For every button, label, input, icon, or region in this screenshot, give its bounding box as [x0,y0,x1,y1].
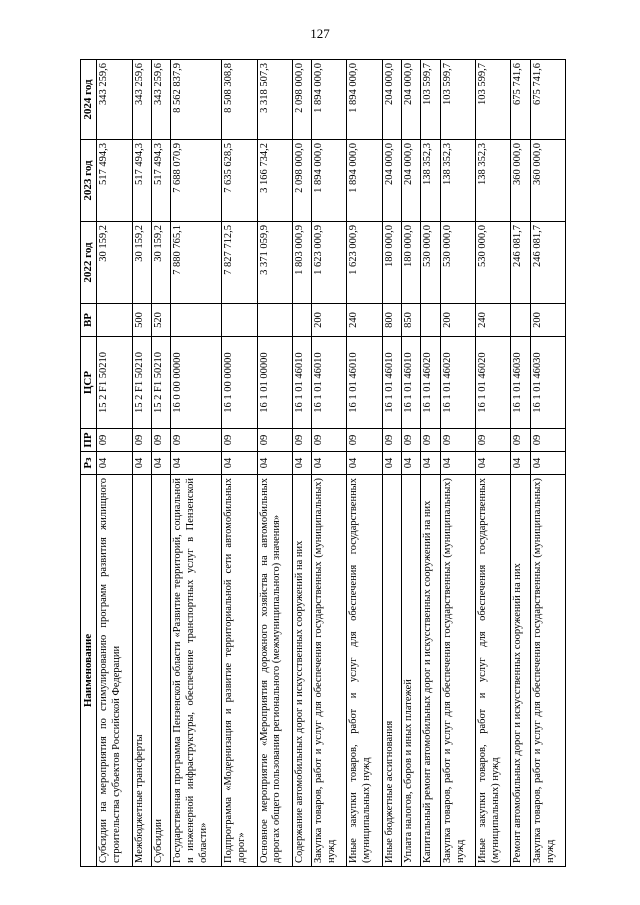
row-csr: 16 1 01 46020 [421,337,440,429]
table-body [97,60,566,867]
row-csr: 16 1 01 46030 [511,337,530,429]
table-row [440,60,475,867]
row-name: Основное мероприятие «Мероприятия дорожного хозяйства на автомобильных дорогах общего пользования регионального (межмуниципального) значения» [257,475,292,867]
row-rz: 04 [440,452,475,475]
page-number: 127 [310,26,330,41]
row-2023: 360 000,0 [530,140,565,222]
row-2023: 1 894 000,0 [347,140,382,222]
row-2022: 30 159,2 [132,222,151,304]
row-2022: 246 081,7 [530,222,565,304]
row-2024: 343 259,6 [132,60,151,140]
row-csr: 16 1 01 46010 [382,337,401,429]
row-2023: 1 894 000,0 [312,140,347,222]
row-rz: 04 [312,452,347,475]
row-vr [257,304,292,337]
row-vr [292,304,311,337]
header-pr: ПР [81,429,97,452]
table-row [171,60,222,867]
row-name: Уплата налогов, сборов и иных платежей [402,475,421,867]
row-2023: 2 098 000,0 [292,140,311,222]
row-name: Закупка товаров, работ и услуг для обеспечения государственных (муниципальных) нужд [530,475,565,867]
row-rz: 04 [292,452,311,475]
row-2023: 204 000,0 [382,140,401,222]
row-rz: 04 [421,452,440,475]
rotated-table-container [80,60,566,867]
row-2024: 1 894 000,0 [347,60,382,140]
row-rz: 04 [222,452,257,475]
row-name: Содержание автомобильных дорог и искусственных сооружений на них [292,475,311,867]
table-row [382,60,401,867]
row-pr: 09 [292,429,311,452]
table-row [402,60,421,867]
row-vr: 500 [132,304,151,337]
row-2022: 3 371 059,9 [257,222,292,304]
row-name: Ремонт автомобильных дорог и искусственных сооружений на них [511,475,530,867]
header-csr: ЦСР [81,337,97,429]
header-2022: 2022 год [81,222,97,304]
row-2022: 1 803 000,9 [292,222,311,304]
table-row [97,60,132,867]
table-row [132,60,151,867]
row-2022: 1 623 000,9 [312,222,347,304]
row-rz: 04 [511,452,530,475]
row-2023: 517 494,3 [97,140,132,222]
row-2024: 2 098 000,0 [292,60,311,140]
row-2023: 3 166 734,2 [257,140,292,222]
header-name: Наименование [81,475,97,867]
row-vr: 200 [530,304,565,337]
row-csr: 16 1 01 46010 [312,337,347,429]
row-2024: 675 741,6 [530,60,565,140]
row-2024: 675 741,6 [511,60,530,140]
row-2024: 1 894 000,0 [312,60,347,140]
row-2023: 204 000,0 [402,140,421,222]
row-vr [511,304,530,337]
row-rz: 04 [530,452,565,475]
row-vr: 850 [402,304,421,337]
row-name: Капитальный ремонт автомобильных дорог и искусственных сооружений на них [421,475,440,867]
row-name: Иные бюджетные ассигнования [382,475,401,867]
row-2022: 530 000,0 [476,222,511,304]
row-pr: 09 [382,429,401,452]
row-name: Межбюджетные трансферты [132,475,151,867]
row-2024: 343 259,6 [97,60,132,140]
row-pr: 09 [421,429,440,452]
row-2024: 204 000,0 [402,60,421,140]
row-2022: 7 827 712,5 [222,222,257,304]
row-vr [222,304,257,337]
table-row [530,60,565,867]
row-csr: 16 1 01 46020 [476,337,511,429]
header-2024: 2024 год [81,60,97,140]
row-pr: 09 [312,429,347,452]
row-name: Государственная программа Пензенской области «Развитие территорий, социальной и инженерной инфраструктуры, обеспечение транспортных услуг в Пензенской области» [171,475,222,867]
row-pr: 09 [171,429,222,452]
row-vr: 200 [440,304,475,337]
table-header-row [81,60,97,867]
row-name: Субсидии [152,475,171,867]
row-name: Подпрограмма «Модернизация и развитие территориальной сети автомобильных дорог» [222,475,257,867]
row-2022: 530 000,0 [440,222,475,304]
row-csr: 16 1 01 46010 [347,337,382,429]
row-2023: 7 688 070,9 [171,140,222,222]
row-2022: 180 000,0 [382,222,401,304]
table-row [152,60,171,867]
row-2024: 103 599,7 [476,60,511,140]
row-2023: 138 352,3 [421,140,440,222]
row-pr: 09 [97,429,132,452]
row-pr: 09 [132,429,151,452]
row-2023: 360 000,0 [511,140,530,222]
row-2022: 246 081,7 [511,222,530,304]
row-2024: 103 599,7 [421,60,440,140]
row-2023: 138 352,3 [440,140,475,222]
row-vr: 800 [382,304,401,337]
row-2022: 7 880 765,1 [171,222,222,304]
row-pr: 09 [222,429,257,452]
row-csr: 16 1 00 00000 [222,337,257,429]
row-rz: 04 [382,452,401,475]
row-2022: 180 000,0 [402,222,421,304]
row-rz: 04 [171,452,222,475]
row-rz: 04 [152,452,171,475]
table-row [292,60,311,867]
row-pr: 09 [152,429,171,452]
table-row [312,60,347,867]
row-2022: 30 159,2 [152,222,171,304]
row-csr: 16 1 01 46010 [402,337,421,429]
table-row [222,60,257,867]
row-pr: 09 [530,429,565,452]
table-row [347,60,382,867]
row-2024: 3 318 507,3 [257,60,292,140]
row-vr: 520 [152,304,171,337]
row-2022: 30 159,2 [97,222,132,304]
table-row [511,60,530,867]
row-csr: 16 1 01 46020 [440,337,475,429]
row-csr: 15 2 F1 50210 [132,337,151,429]
row-csr: 16 1 01 46010 [292,337,311,429]
row-name: Закупка товаров, работ и услуг для обеспечения государственных (муниципальных) нужд [440,475,475,867]
row-2022: 1 623 000,9 [347,222,382,304]
table-row [257,60,292,867]
row-2023: 517 494,3 [132,140,151,222]
row-name: Закупка товаров, работ и услуг для обеспечения государственных (муниципальных) нужд [312,475,347,867]
budget-table [80,59,566,867]
header-vr: ВР [81,304,97,337]
row-rz: 04 [97,452,132,475]
row-csr: 16 0 00 00000 [171,337,222,429]
row-name: Субсидии на мероприятия по стимулированию программ развития жилищного строительства субъектов Российской Федерации [97,475,132,867]
row-rz: 04 [402,452,421,475]
row-2022: 530 000,0 [421,222,440,304]
row-name: Иные закупки товаров, работ и услуг для обеспечения государственных (муниципальных) нужд [476,475,511,867]
row-vr [171,304,222,337]
row-2024: 8 508 308,8 [222,60,257,140]
row-pr: 09 [511,429,530,452]
row-2024: 103 599,7 [440,60,475,140]
row-2024: 204 000,0 [382,60,401,140]
row-2024: 343 259,6 [152,60,171,140]
row-2023: 7 635 628,5 [222,140,257,222]
table-row [476,60,511,867]
row-pr: 09 [476,429,511,452]
row-rz: 04 [347,452,382,475]
row-2023: 517 494,3 [152,140,171,222]
row-rz: 04 [132,452,151,475]
row-rz: 04 [476,452,511,475]
row-vr: 200 [312,304,347,337]
row-csr: 15 2 F1 50210 [97,337,132,429]
row-vr [97,304,132,337]
row-2024: 8 562 837,9 [171,60,222,140]
row-csr: 15 2 F1 50210 [152,337,171,429]
header-2023: 2023 год [81,140,97,222]
row-vr [421,304,440,337]
row-pr: 09 [402,429,421,452]
row-vr: 240 [347,304,382,337]
table-row [421,60,440,867]
header-rz: Рз [81,452,97,475]
row-2023: 138 352,3 [476,140,511,222]
row-pr: 09 [347,429,382,452]
row-rz: 04 [257,452,292,475]
row-csr: 16 1 01 00000 [257,337,292,429]
row-vr: 240 [476,304,511,337]
row-pr: 09 [440,429,475,452]
row-csr: 16 1 01 46030 [530,337,565,429]
row-name: Иные закупки товаров, работ и услуг для обеспечения государственных (муниципальных) нужд [347,475,382,867]
row-pr: 09 [257,429,292,452]
